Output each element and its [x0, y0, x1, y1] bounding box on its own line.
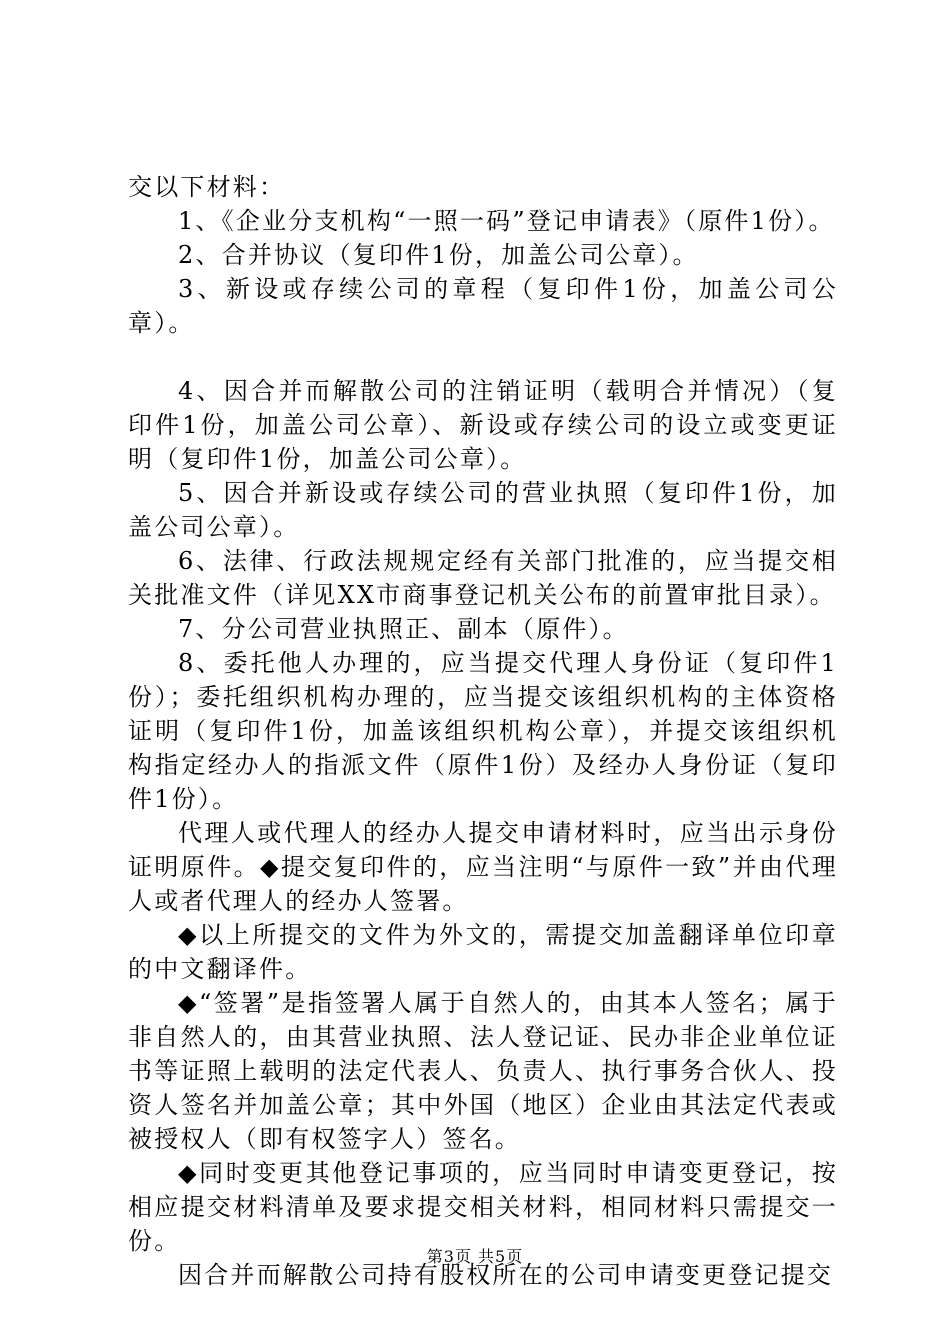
paragraph-continuation: 交以下材料：	[128, 173, 286, 201]
paragraph-item-8: 8、委托他人办理的，应当提交代理人身份证（复印件1份）；委托组织机构办理的，应当提交该组织机构的主体资格证明（复印件1份，加盖该组织机构公章），并提交该组织机构指定经办人的指派文件（原件1份）及经办人身份证（复印件1份）。	[128, 649, 838, 813]
paragraph-signature-note: ◆“签署”是指签署人属于自然人的，由其本人签名；属于非自然人的，由其营业执照、法人登记证、民办非企业单位证书等证照上载明的法定代表人、负责人、执行事务合伙人、投资人签名并加盖公章；其中外国（地区）企业由其法定代表或被授权人（即有权签字人）签名。	[128, 989, 838, 1153]
document-body	[128, 170, 838, 1292]
paragraph-change-note: ◆同时变更其他登记事项的，应当同时申请变更登记，按相应提交材料清单及要求提交相关材料，相同材料只需提交一份。	[128, 1159, 838, 1255]
paragraph-equity-heading: 因合并而解散公司持有股权所在的公司申请变更登记提交	[178, 1261, 833, 1289]
paragraph-item-1: 1、《企业分支机构“一照一码”登记申请表》（原件1份）。	[178, 207, 835, 235]
paragraph-spacer	[128, 340, 838, 374]
paragraph-item-4: 4、因合并而解散公司的注销证明（载明合并情况）（复印件1份，加盖公司公章）、新设或存续公司的设立或变更证明（复印件1份，加盖公司公章）。	[128, 377, 838, 473]
paragraph-item-2: 2、合并协议（复印件1份，加盖公司公章）。	[178, 241, 699, 269]
paragraph-item-6: 6、法律、行政法规规定经有关部门批准的，应当提交相关批准文件（详见XX市商事登记机关公布的前置审批目录）。	[128, 547, 838, 609]
paragraph-translation-note: ◆以上所提交的文件为外文的，需提交加盖翻译单位印章的中文翻译件。	[128, 921, 838, 983]
paragraph-item-5: 5、因合并新设或存续公司的营业执照（复印件1份，加盖公司公章）。	[128, 479, 838, 541]
paragraph-item-3: 3、新设或存续公司的章程（复印件1份，加盖公司公章）。	[128, 275, 838, 337]
paragraph-agent-note: 代理人或代理人的经办人提交申请材料时，应当出示身份证明原件。◆提交复印件的，应当注明“与原件一致”并由代理人或者代理人的经办人签署。	[128, 819, 838, 915]
paragraph-item-7: 7、分公司营业执照正、副本（原件）。	[178, 615, 629, 643]
page-number-footer: 第3页 共5页	[426, 1247, 524, 1266]
